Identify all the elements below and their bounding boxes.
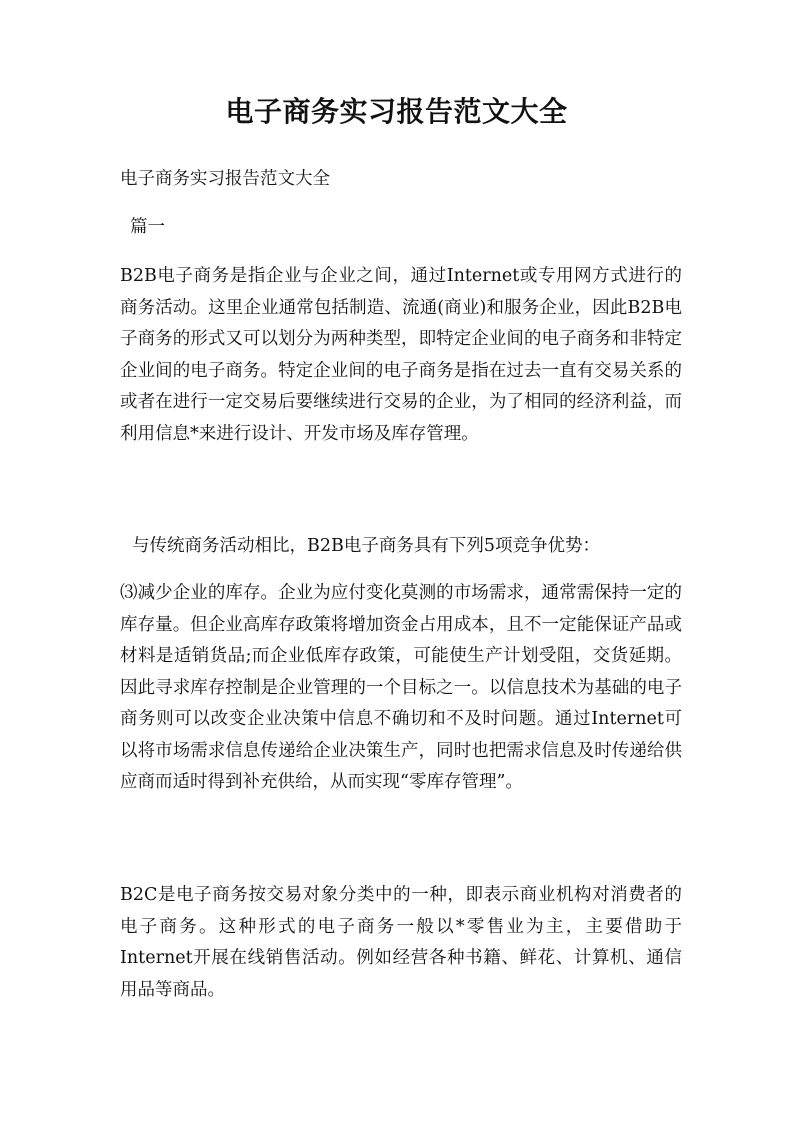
paragraph-inventory-reduction: ⑶减少企业的库存。企业为应付变化莫测的市场需求，通常需保持一定的库存量。但企业高库存政策将增加资金占用成本，且不一定能保证产品或材料是适销货品;而企业低库存政策，可能使生产计划受阻，交货延期。因此寻求库存控制是企业管理的一个目标之一。以信息技术为基础的电子商务则可以改变企业决策中信息不确切和不及时问题。通过Internet可以将市场需求信息传递给企业决策生产，同时也把需求信息及时传递给供应商而适时得到补充供给，从而实现“零库存管理”。 <box>120 583 682 792</box>
section-label: 篇一 <box>130 217 165 237</box>
paragraph-b2b-definition: B2B电子商务是指企业与企业之间，通过Internet或专用网方式进行的商务活动。这里企业通常包括制造、流通(商业)和服务企业，因此B2B电子商务的形式又可以划分为两种类型，即特定企业间的电子商务和非特定企业间的电子商务。特定企业间的电子商务是指在过去一直有交易关系的或者在进行一定交易后要继续进行交易的企业，为了相同的经济利益，而利用信息*来进行设计、开发市场及库存管理。 <box>120 266 682 444</box>
document-title: 电子商务实习报告范文大全 <box>225 95 568 128</box>
paragraph-b2c-definition: B2C是电子商务按交易对象分类中的一种，即表示商业机构对消费者的电子商务。这种形式的电子商务一般以*零售业为主，主要借助于Internet开展在线销售活动。例如经营各种书籍、鲜花、计算机、通信用品等商品。 <box>120 885 682 1000</box>
paragraph-b2b-advantages-intro: 与传统商务活动相比，B2B电子商务具有下列5项竞争优势： <box>132 536 600 556</box>
document-subtitle: 电子商务实习报告范文大全 <box>120 169 330 189</box>
